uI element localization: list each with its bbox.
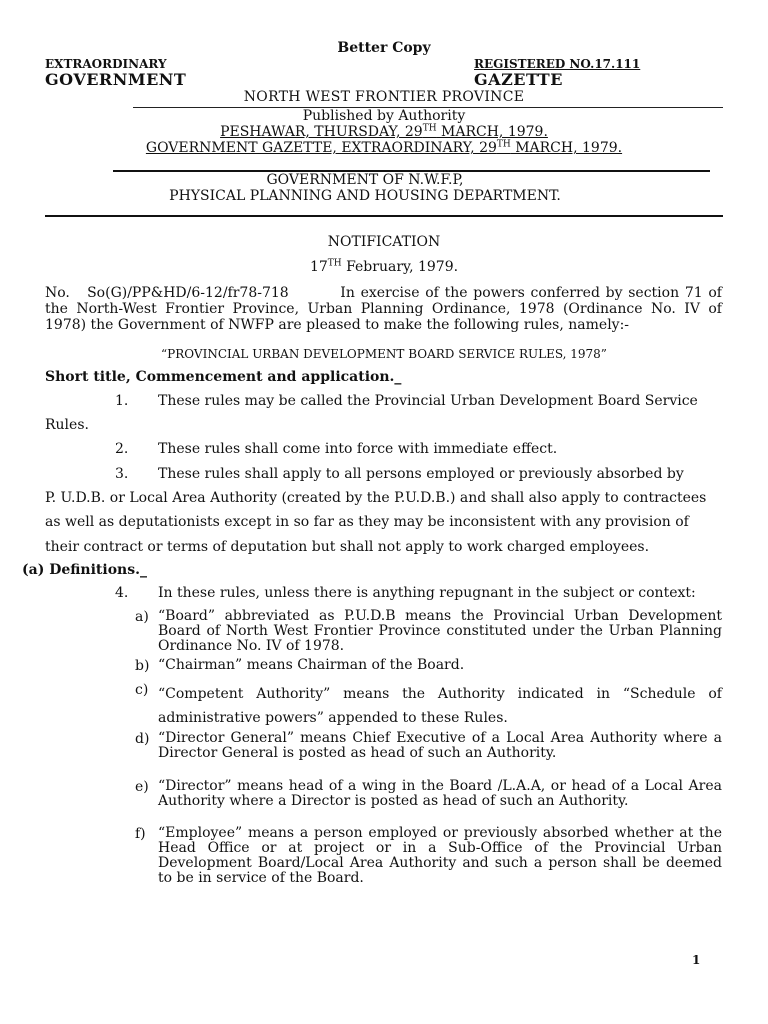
definition-label: e) [135, 779, 149, 795]
definition-label: b) [135, 658, 150, 674]
definition-label: d) [135, 731, 150, 747]
rule-3-number: 3. [115, 466, 129, 482]
gazette-label: GAZETTE [474, 70, 563, 89]
rule-2-text: These rules shall come into force with immediate effect. [158, 441, 558, 457]
definition-label: f) [135, 826, 146, 842]
definition-chairman: “Chairman” means Chairman of the Board. [158, 657, 465, 673]
rule-4-text: In these rules, unless there is anything repugnant in the subject or context: [158, 585, 696, 601]
government-label: GOVERNMENT [45, 70, 187, 89]
rule-3-text-b: P. U.D.B. or Local Area Authority (created by the P.U.D.B.) and shall also apply to contractees [45, 490, 707, 506]
province-title: NORTH WEST FRONTIER PROVINCE [243, 89, 525, 105]
rule-3-text-c: as well as deputationists except in so far as they may be inconsistent with any provision of [45, 514, 689, 530]
definitions-heading: (a) Definitions._ [22, 562, 147, 578]
definition-employee: “Employee” means a person employed or previously absorbed whether at the Head Office or at project or in a Sub-Office of the Provincial Urban Development Board/Local Area Authority and such a person shall be deemed to be in service of the Board. [158, 825, 722, 886]
page-number: 1 [692, 953, 701, 967]
extraordinary-label: EXTRAORDINARY [45, 57, 167, 71]
department-rule [45, 215, 723, 217]
definition-board: “Board” abbreviated as P.U.D.B means the Provincial Urban Development Board of North West Frontier Province constituted under the Urban Planning Ordinance No. IV of 1978. [158, 608, 722, 654]
better-copy-label: Better Copy [337, 40, 431, 56]
rule-4-number: 4. [115, 585, 129, 601]
notification-title: NOTIFICATION [327, 234, 441, 250]
rule-1-number: 1. [115, 393, 129, 409]
department-line-1: GOVERNMENT OF N.W.F.P, [266, 172, 464, 188]
notification-intro: No. So(G)/PP&HD/6-12/fr78-718 In exercise of the powers conferred by section 71 of the North-West Frontier Province, Urban Planning Ordinance, 1978 (Ordinance No. IV of 1978) the Government of NWFP are pleased to make the following rules, namely:- [45, 285, 727, 333]
date-line-1: PESHAWAR, THURSDAY, 29TH MARCH, 1979. [220, 123, 548, 140]
short-title-heading: Short title, Commencement and application._ [45, 369, 402, 385]
definition-director: “Director” means head of a wing in the Board /L.A.A, or head of a Local Area Authority where a Director is posted as head of such an Authority. [158, 778, 722, 809]
published-line: Published by Authority [302, 108, 466, 124]
date-line-2: GOVERNMENT GAZETTE, EXTRAORDINARY, 29TH MARCH, 1979. [145, 139, 623, 156]
rule-3-text-d: their contract or terms of deputation but shall not apply to work charged employees. [45, 539, 650, 555]
definition-competent-authority: “Competent Authority” means the Authority indicated in “Schedule of administrative powers” appended to these Rules. [158, 686, 722, 726]
definition-director-general: “Director General” means Chief Executive of a Local Area Authority where a Director General is posted as head of such an Authority. [158, 730, 722, 761]
rules-title: “PROVINCIAL URBAN DEVELOPMENT BOARD SERVICE RULES, 1978” [161, 347, 607, 361]
rule-1-text-a: These rules may be called the Provincial Urban Development Board Service [158, 393, 698, 409]
rule-1-text-b: Rules. [45, 417, 89, 433]
notification-date: 17TH February, 1979. [309, 258, 459, 275]
definition-label: c) [135, 682, 149, 698]
rule-2-number: 2. [115, 441, 129, 457]
registered-number: REGISTERED NO.17.111 [474, 57, 641, 71]
rule-3-text-a: These rules shall apply to all persons employed or previously absorbed by [158, 466, 684, 482]
definition-label: a) [135, 609, 149, 625]
department-line-2: PHYSICAL PLANNING AND HOUSING DEPARTMENT. [169, 188, 561, 204]
